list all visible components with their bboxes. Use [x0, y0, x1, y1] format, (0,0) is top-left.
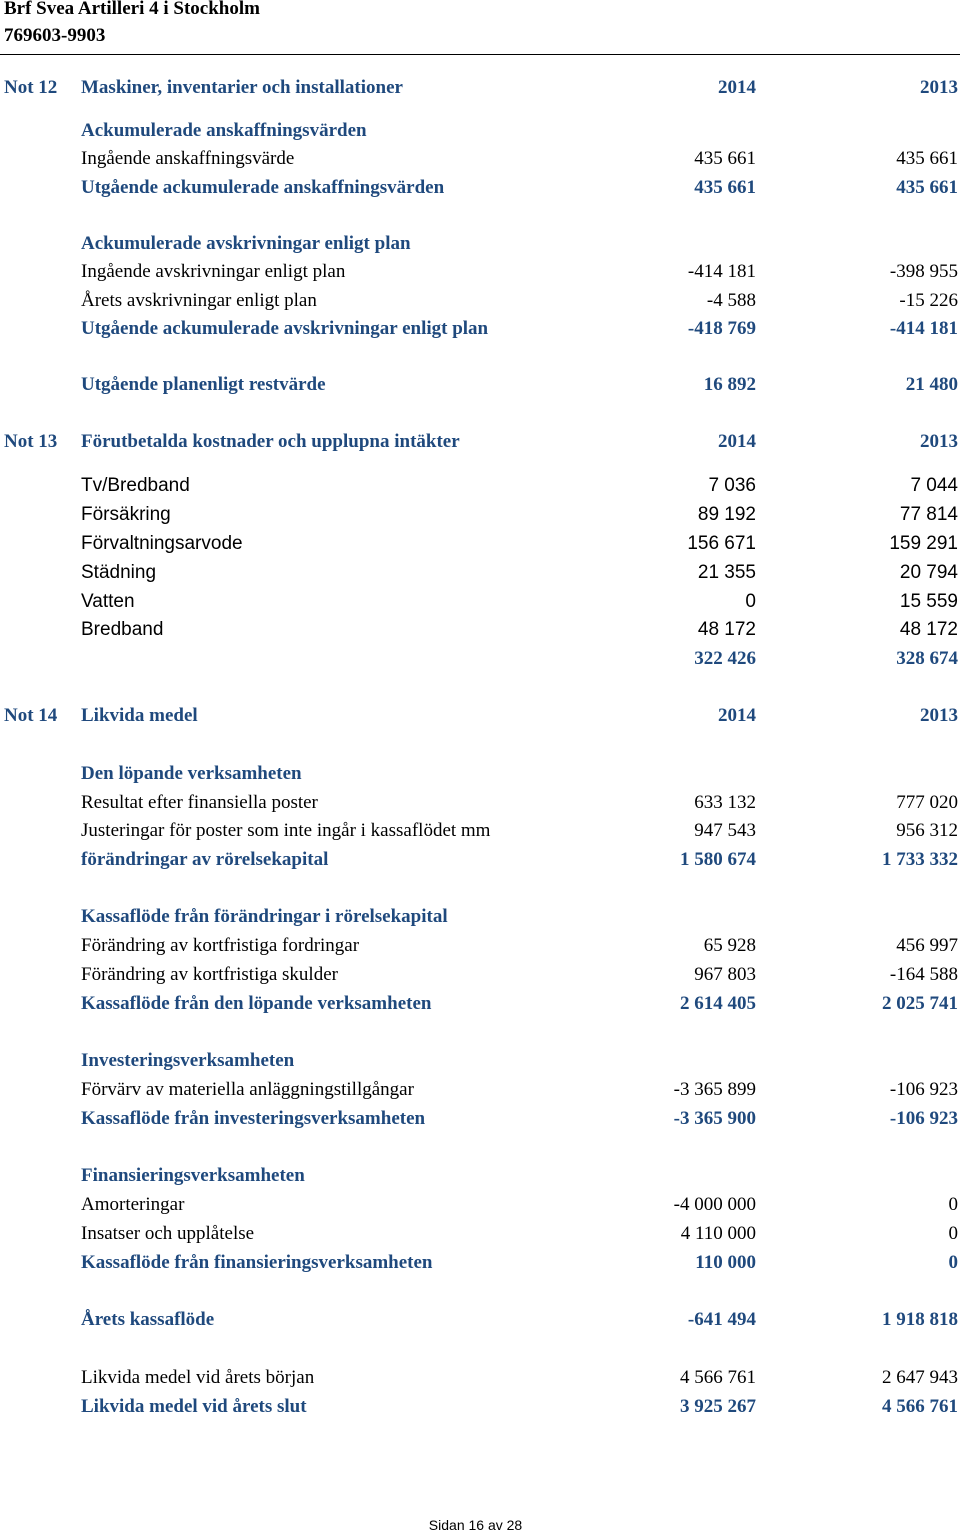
value-2014: 4 566 761: [680, 1367, 756, 1388]
value-2014: 435 661: [694, 148, 756, 169]
value-2013: 456 997: [896, 935, 958, 956]
row-label: Ingående anskaffningsvärde: [81, 148, 295, 169]
value-2014: 156 671: [687, 533, 756, 554]
note-number: Not 14: [4, 705, 58, 726]
row-label: Vatten: [81, 591, 135, 612]
value-2013: 77 814: [899, 504, 958, 525]
value-2013: 1 918 818: [882, 1309, 958, 1330]
row-label: Kassaflöde från förändringar i rörelsekapital: [81, 906, 448, 927]
value-2013: 435 661: [896, 177, 958, 198]
note-title: Likvida medel: [81, 705, 198, 726]
table-row: [0, 789, 960, 817]
row-label: Städning: [81, 562, 157, 583]
table-row: [0, 1393, 960, 1421]
table-row: [0, 817, 960, 845]
year-header-2014: 2014: [718, 77, 756, 98]
value-2013: -414 181: [889, 318, 958, 339]
table-row: [0, 1306, 960, 1334]
year-header-2014: 2014: [718, 705, 756, 726]
value-2014: -641 494: [687, 1309, 756, 1330]
value-2014: 65 928: [703, 935, 756, 956]
note-title: Maskiner, inventarier och installationer: [81, 77, 403, 98]
value-2013: 2 647 943: [882, 1367, 958, 1388]
value-2014: -418 769: [687, 318, 756, 339]
value-2013: -15 226: [899, 290, 958, 311]
row-label: Ackumulerade anskaffningsvärden: [81, 120, 367, 141]
note-heading-row: [0, 74, 960, 102]
value-2013: 956 312: [896, 820, 958, 841]
value-2014: -4 588: [706, 290, 756, 311]
value-2013: 2 025 741: [882, 993, 958, 1014]
row-label: Utgående ackumulerade anskaffningsvärden: [81, 177, 445, 198]
value-2013: 0: [948, 1252, 958, 1273]
row-label: Kassaflöde från finansieringsverksamheten: [81, 1252, 433, 1273]
value-2014: 947 543: [694, 820, 756, 841]
value-2014: -4 000 000: [673, 1194, 756, 1215]
value-2013: -106 923: [889, 1108, 958, 1129]
page-number: Sidan 16 av 28: [428, 1517, 523, 1533]
table-row: [0, 472, 960, 500]
table-row: [0, 1162, 960, 1190]
page-footer: [0, 1516, 960, 1534]
value-2013: 435 661: [896, 148, 958, 169]
value-2014: 633 132: [694, 792, 756, 813]
value-2013: 4 566 761: [882, 1396, 958, 1417]
value-2013: 21 480: [905, 374, 958, 395]
row-label: Förändring av kortfristiga fordringar: [81, 935, 360, 956]
table-row: [0, 174, 960, 202]
row-label: Utgående planenligt restvärde: [81, 374, 326, 395]
value-2014: 89 192: [697, 504, 756, 525]
table-row: [0, 588, 960, 616]
value-2013: 7 044: [910, 475, 958, 496]
value-2014: -3 365 900: [673, 1108, 756, 1129]
row-label: Årets kassaflöde: [81, 1309, 215, 1330]
header-divider: [0, 54, 960, 55]
note-heading-row: [0, 702, 960, 730]
row-label: Amorteringar: [81, 1194, 185, 1215]
value-2014: -414 181: [687, 261, 756, 282]
value-2014: 322 426: [694, 648, 756, 669]
value-2014: 7 036: [708, 475, 756, 496]
value-2013: 20 794: [899, 562, 958, 583]
value-2013: 0: [948, 1194, 958, 1215]
table-row: [0, 287, 960, 315]
value-2014: 967 803: [694, 964, 756, 985]
organization-name: Brf Svea Artilleri 4 i Stockholm: [4, 0, 260, 19]
value-2014: 110 000: [695, 1252, 756, 1273]
value-2014: 4 110 000: [680, 1223, 756, 1244]
value-2013: 0: [948, 1223, 958, 1244]
note-number: Not 13: [4, 431, 58, 452]
table-row: [0, 117, 960, 145]
value-2014: 16 892: [703, 374, 756, 395]
row-label: förändringar av rörelsekapital: [81, 849, 329, 870]
row-label: Resultat efter finansiella poster: [81, 792, 318, 813]
value-2014: 48 172: [697, 619, 756, 640]
value-2013: -106 923: [889, 1079, 958, 1100]
value-2014: 0: [745, 591, 756, 612]
value-2014: 3 925 267: [680, 1396, 756, 1417]
table-row: [0, 1220, 960, 1248]
year-header-2013: 2013: [920, 77, 958, 98]
year-header-2013: 2013: [920, 705, 958, 726]
value-2014: 1 580 674: [680, 849, 756, 870]
table-row: [0, 230, 960, 258]
note-heading-row: [0, 428, 960, 456]
value-2013: 777 020: [896, 792, 958, 813]
note-number: Not 12: [4, 77, 58, 98]
value-2013: 1 733 332: [882, 849, 958, 870]
year-header-2014: 2014: [718, 431, 756, 452]
row-label: Likvida medel vid årets början: [81, 1367, 315, 1388]
row-label: Årets avskrivningar enligt plan: [81, 290, 317, 311]
table-row: [0, 559, 960, 587]
value-2013: 48 172: [899, 619, 958, 640]
value-2014: 2 614 405: [680, 993, 756, 1014]
table-row: [0, 846, 960, 874]
row-label: Förändring av kortfristiga skulder: [81, 964, 338, 985]
row-label: Förvaltningsarvode: [81, 533, 243, 554]
value-2013: 159 291: [889, 533, 958, 554]
year-header-2013: 2013: [920, 431, 958, 452]
table-row: [0, 645, 960, 673]
table-row: [0, 145, 960, 173]
table-row: [0, 1191, 960, 1219]
row-label: Justeringar för poster som inte ingår i kassaflödet mm: [81, 820, 491, 841]
table-row: [0, 903, 960, 931]
row-label: Kassaflöde från den löpande verksamheten: [81, 993, 432, 1014]
table-row: [0, 760, 960, 788]
row-label: Bredband: [81, 619, 164, 640]
value-2014: -3 365 899: [673, 1079, 756, 1100]
row-label: Förvärv av materiella anläggningstillgångar: [81, 1079, 414, 1100]
row-label: Likvida medel vid årets slut: [81, 1396, 307, 1417]
table-row: [0, 1047, 960, 1075]
value-2014: 435 661: [694, 177, 756, 198]
table-row: [0, 530, 960, 558]
row-label: Tv/Bredband: [81, 475, 190, 496]
table-row: [0, 501, 960, 529]
note-title: Förutbetalda kostnader och upplupna intäkter: [81, 431, 460, 452]
row-label: Investeringsverksamheten: [81, 1050, 295, 1071]
table-row: [0, 961, 960, 989]
table-row: [0, 932, 960, 960]
row-label: Ackumulerade avskrivningar enligt plan: [81, 233, 411, 254]
row-label: Ingående avskrivningar enligt plan: [81, 261, 346, 282]
table-row: [0, 990, 960, 1018]
table-row: [0, 371, 960, 399]
table-row: [0, 258, 960, 286]
table-row: [0, 1364, 960, 1392]
row-label: Finansieringsverksamheten: [81, 1165, 305, 1186]
value-2013: 328 674: [896, 648, 958, 669]
row-label: Kassaflöde från investeringsverksamheten: [81, 1108, 426, 1129]
table-row: [0, 1105, 960, 1133]
row-label: Utgående ackumulerade avskrivningar enligt plan: [81, 318, 489, 339]
table-row: [0, 1249, 960, 1277]
table-row: [0, 616, 960, 644]
table-row: [0, 1076, 960, 1104]
row-label: Insatser och upplåtelse: [81, 1223, 255, 1244]
row-label: Den löpande verksamheten: [81, 763, 302, 784]
row-label: Försäkring: [81, 504, 171, 525]
value-2014: 21 355: [697, 562, 756, 583]
organization-number: 769603-9903: [4, 25, 106, 46]
table-row: [0, 315, 960, 343]
value-2013: 15 559: [899, 591, 958, 612]
value-2013: -164 588: [889, 964, 958, 985]
value-2013: -398 955: [889, 261, 958, 282]
